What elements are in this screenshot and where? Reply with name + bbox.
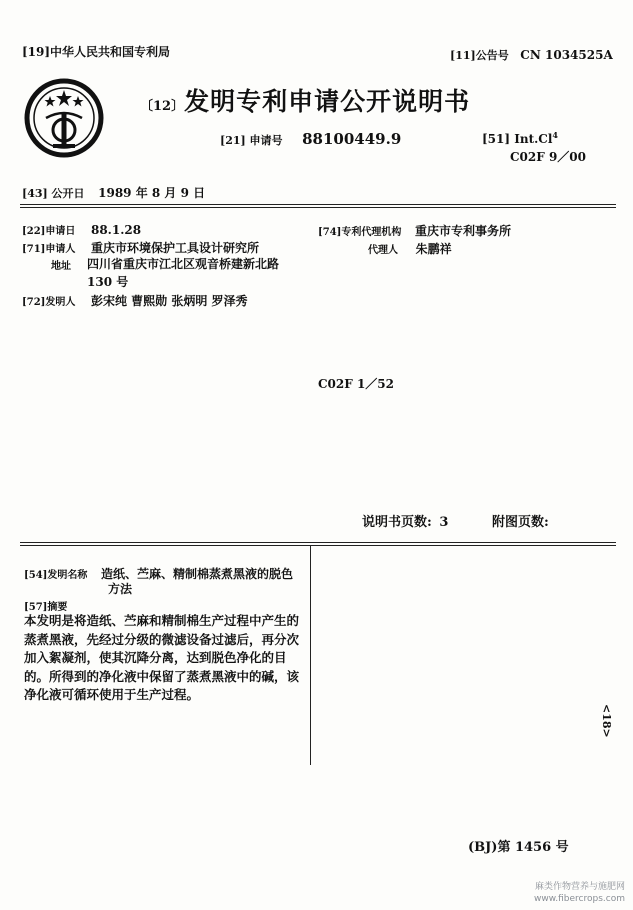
application-number (220, 129, 401, 148)
publication-number-value: CN 1034525A (520, 48, 613, 62)
publication-number (450, 44, 613, 63)
address-line-2: 130 号 (87, 275, 129, 289)
header-divider (20, 204, 616, 205)
watermark-line-2: www.fibercrops.com (534, 894, 625, 904)
applicant-label: [71]申请人 (22, 244, 76, 255)
invention-title-line-1: 造纸、苎麻、精制棉蒸煮黑液的脱色 (100, 567, 293, 581)
invention-title-label: [54]发明名称 (24, 570, 88, 581)
filing-date (22, 219, 141, 238)
filing-date-value: 88.1.28 (90, 223, 142, 237)
figure-pages-label: 附图页数: (492, 515, 549, 530)
biblio-divider (20, 542, 616, 543)
title-text: 发明专利申请公开说明书 (184, 87, 471, 116)
inventors (22, 290, 248, 309)
header-divider-double (20, 207, 616, 208)
abstract-label: [57]摘要 (24, 602, 68, 613)
address-label: 地址 (51, 261, 71, 272)
application-number-value: 88100449.9 (302, 130, 402, 148)
description-pages-label: 说明书页数: (362, 515, 432, 530)
ipc-main-class: C02F 9／00 (510, 150, 586, 164)
invention-title (24, 563, 293, 582)
patent-agent-label: 代理人 (368, 245, 398, 256)
document-title (140, 82, 470, 118)
patent-office-name: [19]中华人民共和国专利局 (22, 45, 171, 59)
abstract-column-divider (310, 545, 311, 765)
applicant (22, 237, 259, 256)
publication-date (22, 182, 205, 201)
patent-agency-value: 重庆市专利事务所 (414, 224, 511, 238)
document-code: (BJ)第 1456 号 (468, 840, 569, 855)
ipc-secondary-class: C02F 1／52 (318, 377, 394, 391)
national-emblem-icon (24, 78, 104, 158)
applicant-value: 重庆市环境保护工具设计研究所 (90, 241, 259, 255)
watermark-line-1: 麻类作物营养与施肥网 (534, 882, 625, 892)
patent-agency (318, 220, 511, 239)
patent-agency-label: [74]专利代理机构 (318, 227, 402, 238)
description-pages (362, 511, 448, 530)
publication-date-label: [43] 公开日 (22, 187, 85, 200)
publication-number-label: [11]公告号 (450, 49, 509, 62)
ipc-label: [51] Int.Cl (482, 132, 553, 146)
filing-date-label: [22]申请日 (22, 226, 76, 237)
inventors-label: [72]发明人 (22, 297, 76, 308)
address-line-1: 四川省重庆市江北区观音桥建新北路 (87, 257, 280, 271)
ipc-superscript: 4 (552, 130, 558, 140)
title-code: 〔12〕 (140, 99, 185, 114)
abstract-paragraph: 本发明是将造纸、苎麻和精制棉生产过程中产生的蒸煮黑液，先经过分级的微滤设备过滤后，再分次加入絮凝剂，使其沉降分离，达到脱色净化的目的。所得到的净化液中保留了蒸煮黑液中的碱，该净化液可循环使用于生产过程。 (24, 613, 300, 702)
inventors-value: 彭宋纯 曹熙勋 张炳明 罗泽秀 (90, 294, 248, 308)
ipc-classification (482, 130, 558, 146)
patent-agent-value: 朱鹏祥 (415, 242, 452, 256)
abstract-text (24, 612, 306, 705)
description-pages-value: 3 (439, 515, 449, 530)
publication-date-value: 1989 年 8 月 9 日 (98, 186, 206, 200)
watermark (534, 881, 625, 905)
side-page-number: <18> (600, 704, 613, 738)
biblio-divider-double (20, 545, 616, 546)
application-number-label: [21] 申请号 (220, 134, 283, 147)
invention-title-line-2: 方法 (108, 582, 133, 596)
patent-agent (368, 238, 452, 257)
